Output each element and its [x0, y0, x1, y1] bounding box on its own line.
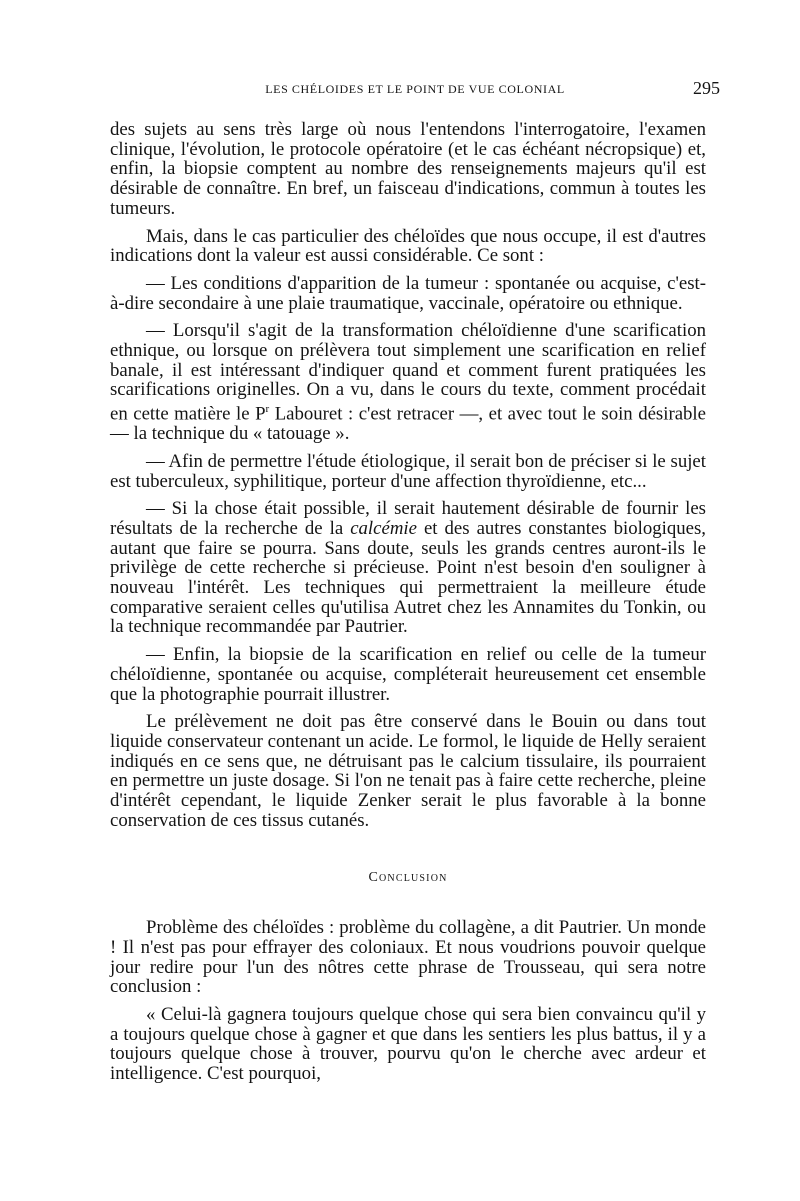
- calcemia-text-a: — Si la chose était possible, il serait hautement désirable de fournir les résultats de la recherche de la: [110, 498, 706, 539]
- body-text: [110, 120, 706, 1092]
- scarification-text-b: Labouret : c'est retracer —, et avec tout le soin désirable — la technique du « tatouage ».: [110, 403, 706, 445]
- running-title: LES CHÉLOIDES ET LE POINT DE VUE COLONIAL: [265, 82, 565, 96]
- paragraph-quotation: « Celui-là gagnera toujours quelque chose qui sera bien convaincu qu'il y a toujours quelque chose à gagner et que dans les sentiers les plus battus, il y a toujours quelque chose à trouver, pourvu qu'on le cherche avec ardeur et intelligence. C'est pourquoi,: [110, 1003, 706, 1085]
- paragraph-indications: Mais, dans le cas particulier des chéloïdes que nous occupe, il est d'autres indications dont la valeur est aussi considérable. Ce sont :: [110, 225, 706, 267]
- paragraph-biopsy: — Enfin, la biopsie de la scarification en relief ou celle de la tumeur chéloïdienne, spontanée ou acquise, compléterait heureusement cet ensemble que la photographie pourrait illustrer.: [110, 644, 706, 705]
- section-heading: Conclusion: [368, 870, 448, 886]
- paragraph-etiology: — Afin de permettre l'étude étiologique, il serait bon de préciser si le sujet est tuberculeux, syphilitique, porteur d'une affection thyroïdienne, etc...: [110, 450, 706, 492]
- professor-abbrev-sup: r: [265, 403, 270, 416]
- scarification-text-a: — Lorsqu'il s'agit de la transformation chéloïdienne d'une scarification ethnique, ou lorsque on prélèvera tout simplement une scarification en relief banale, il est intéressant d'indiquer quand et comment furent pratiquées les scarifications originelles. On a vu, dans le cours du texte, comment procédait en cette matière le P: [110, 320, 706, 425]
- paragraph-scarification: [110, 321, 706, 443]
- paragraph-conclusion: Problème des chéloïdes : problème du collagène, a dit Pautrier. Un monde ! Il n'est pas pour effrayer des coloniaux. Et nous voudrions pouvoir quelque jour redire pour l'un des nôtres cette phrase de Trousseau, qui sera notre conclusion :: [110, 917, 706, 998]
- paragraph-conditions: — Les conditions d'apparition de la tumeur : spontanée ou acquise, c'est-à-dire secondaire à une plaie traumatique, vaccinale, opératoire ou ethnique.: [110, 272, 706, 314]
- calcemia-text-b: et des autres constantes biologiques, autant que faire se pourra. Sans doute, seuls les grands centres auront-ils le privilège de cette recherche si précieuse. Point n'est besoin d'en souligner à nouveau l'intérêt. Les techniques qui permettraient la meilleure étude comparative seraient celles qu'utilisa Autret chez les Annamites du Tonkin, ou la technique recommandée par Pautrier.: [110, 517, 707, 638]
- running-head: [110, 78, 720, 102]
- page-number: 295: [693, 78, 720, 98]
- calcemia-term: calcémie: [350, 517, 417, 539]
- paragraph-specimen: Le prélèvement ne doit pas être conservé dans le Bouin ou dans tout liquide conservateur contenant un acide. Le formol, le liquide de Helly seraient indiqués en ce sens que, ne détruisant pas le calcium tissulaire, ils pourraient en permettre un juste dosage. Si l'on ne tenait pas à faire cette recherche, pleine d'intérêt cependant, le liquide Zenker serait le plus favorable à la bonne conservation de ces tissus cutanés.: [110, 711, 706, 831]
- paragraph-calcemia: [110, 499, 706, 637]
- paragraph-continued: des sujets au sens très large où nous l'entendons l'interrogatoire, l'examen clinique, l'évolution, le protocole opératoire (et le cas échéant nécropsique) et, enfin, la biopsie comptent au nombre des renseignements majeurs qu'il est désirable de connaître. En bref, un faisceau d'indications, commun à toutes les tumeurs.: [110, 119, 706, 219]
